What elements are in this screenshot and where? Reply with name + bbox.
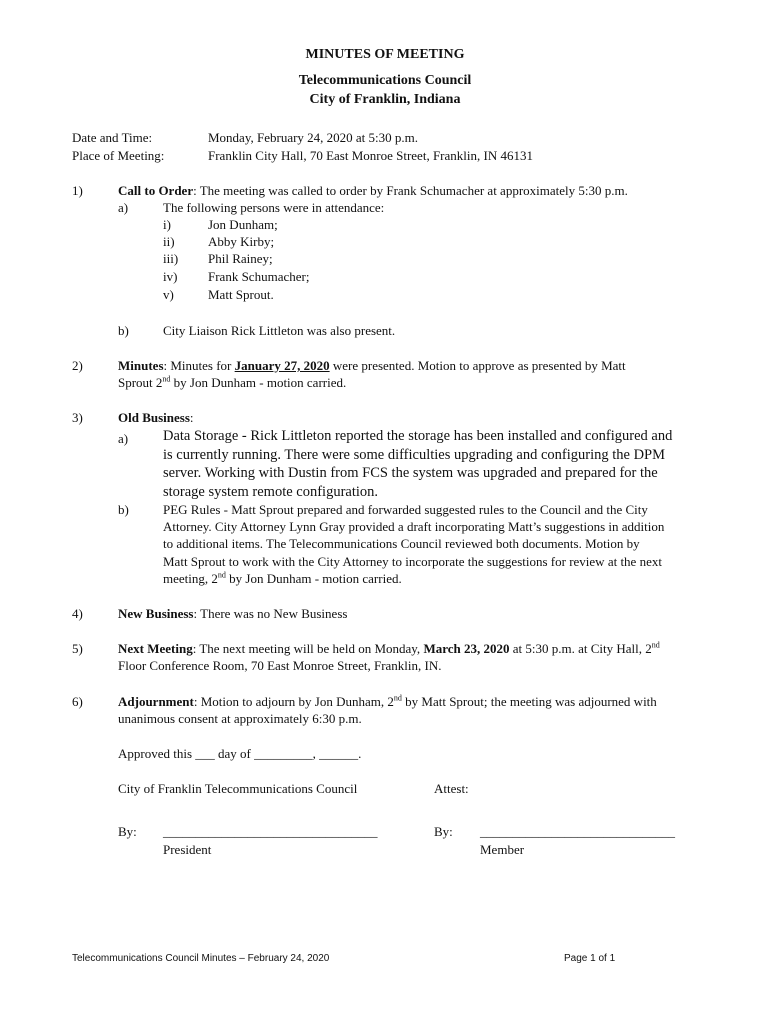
item-1-body: : The meeting was called to order by Frank Schumacher at approximately 5:30 p.m. bbox=[193, 183, 628, 198]
item-3a-line: storage system remote configuration. bbox=[163, 483, 379, 500]
item-1a-text: The following persons were in attendance: bbox=[163, 200, 385, 215]
item-3-text: Old Business: bbox=[118, 410, 194, 425]
item-2-line-2: Sprout 2nd by Jon Dunham - motion carried. bbox=[118, 374, 347, 390]
item-4-number: 4) bbox=[72, 606, 83, 621]
item-1a-label: a) bbox=[118, 200, 129, 215]
item-3b-line: PEG Rules - Matt Sprout prepared and forwarded suggested rules to the Council and the City bbox=[163, 502, 648, 517]
footer-title: Telecommunications Council Minutes – February 24, 2020 bbox=[72, 953, 330, 964]
item-5-line-2: Floor Conference Room, 70 East Monroe Street, Franklin, IN. bbox=[118, 658, 442, 673]
item-1-number: 1) bbox=[72, 183, 83, 198]
attendee-num: iii) bbox=[163, 251, 179, 266]
item-3b-line-last: meeting, 2nd by Jon Dunham - motion carried. bbox=[163, 570, 402, 586]
item-2-heading: Minutes bbox=[118, 358, 164, 373]
attendee-name: Matt Sprout. bbox=[208, 287, 274, 302]
attendee-num: ii) bbox=[163, 234, 175, 249]
by-label-president: By: bbox=[118, 824, 137, 839]
item-4-heading: New Business bbox=[118, 606, 194, 621]
item-6-text: Adjournment: Motion to adjourn by Jon Dunham, 2nd by Matt Sprout; the meeting was adjourned with bbox=[118, 693, 657, 709]
attendee-num: v) bbox=[163, 287, 174, 302]
item-1b-text: City Liaison Rick Littleton was also present. bbox=[163, 323, 396, 338]
place-value: Franklin City Hall, 70 East Monroe Street, Franklin, IN 46131 bbox=[208, 148, 533, 163]
attendee-name: Frank Schumacher; bbox=[208, 269, 310, 284]
date-value: Monday, February 24, 2020 at 5:30 p.m. bbox=[208, 130, 419, 145]
item-3-number: 3) bbox=[72, 410, 83, 425]
attendee-name: Abby Kirby; bbox=[208, 234, 275, 249]
president-signature-line: _________________________________ bbox=[163, 824, 378, 839]
item-5-number: 5) bbox=[72, 641, 83, 656]
attendee-name: Phil Rainey; bbox=[208, 251, 273, 266]
by-label-member: By: bbox=[434, 824, 453, 839]
minutes-date: January 27, 2020 bbox=[234, 358, 330, 373]
item-2-body-cont: were presented. Motion to approve as presented by Matt bbox=[329, 358, 626, 373]
item-3a-line: is currently running. There were some difficulties upgrading and configuring the DPM bbox=[163, 446, 666, 463]
item-3b-line: Matt Sprout to work with the City Attorney to incorporate the suggestions for review at the next bbox=[163, 554, 662, 569]
item-3a-line: server. Working with Dustin from FCS the system was upgraded and prepared for the bbox=[163, 465, 658, 481]
next-meeting-date: March 23, 2020 bbox=[423, 641, 510, 656]
attest-label: Attest: bbox=[434, 781, 469, 796]
item-6-line-2: unanimous consent at approximately 6:30 p.m. bbox=[118, 711, 362, 726]
item-6-heading: Adjournment bbox=[118, 694, 194, 709]
attendee-name: Jon Dunham; bbox=[208, 217, 278, 232]
item-3b-label: b) bbox=[118, 502, 129, 517]
council-signature-label: City of Franklin Telecommunications Council bbox=[118, 781, 358, 796]
approved-line: Approved this ___ day of _________, ______. bbox=[118, 746, 362, 761]
item-3a-label: a) bbox=[118, 431, 129, 446]
member-signature-line: ______________________________ bbox=[480, 824, 675, 839]
council-name: Telecommunications Council bbox=[298, 73, 472, 88]
item-1-text bbox=[118, 182, 628, 199]
item-1-heading: Call to Order bbox=[118, 183, 194, 198]
item-3b-line: to additional items. The Telecommunications Council reviewed both documents. Motion by bbox=[163, 536, 640, 551]
place-label: Place of Meeting: bbox=[72, 148, 165, 163]
item-5-text: Next Meeting: The next meeting will be held on Monday, March 23, 2020 at 5:30 p.m. at City Hall, 2nd bbox=[118, 640, 660, 656]
item-2-text bbox=[118, 357, 626, 374]
item-4-text: New Business: There was no New Business bbox=[118, 606, 348, 621]
item-6-number: 6) bbox=[72, 694, 83, 709]
item-1b-label: b) bbox=[118, 323, 129, 338]
item-3b-line: Attorney. City Attorney Lynn Gray provided a draft incorporating Matt’s suggestions in addition bbox=[163, 519, 665, 534]
page-number: Page 1 of 1 bbox=[564, 953, 616, 964]
item-5-heading: Next Meeting bbox=[118, 641, 193, 656]
item-3-heading: Old Business bbox=[118, 410, 190, 425]
item-3a-line: Data Storage - Rick Littleton reported the storage has been installed and configured and bbox=[163, 428, 673, 444]
city-name: City of Franklin, Indiana bbox=[309, 92, 461, 107]
date-label: Date and Time: bbox=[72, 130, 153, 145]
attendee-num: i) bbox=[163, 217, 171, 232]
attendee-num: iv) bbox=[163, 269, 178, 284]
president-role: President bbox=[163, 842, 212, 857]
document-title: MINUTES OF MEETING bbox=[305, 47, 465, 62]
item-2-number: 2) bbox=[72, 358, 83, 373]
member-role: Member bbox=[480, 842, 525, 857]
item-2-body: : Minutes for bbox=[163, 358, 235, 373]
